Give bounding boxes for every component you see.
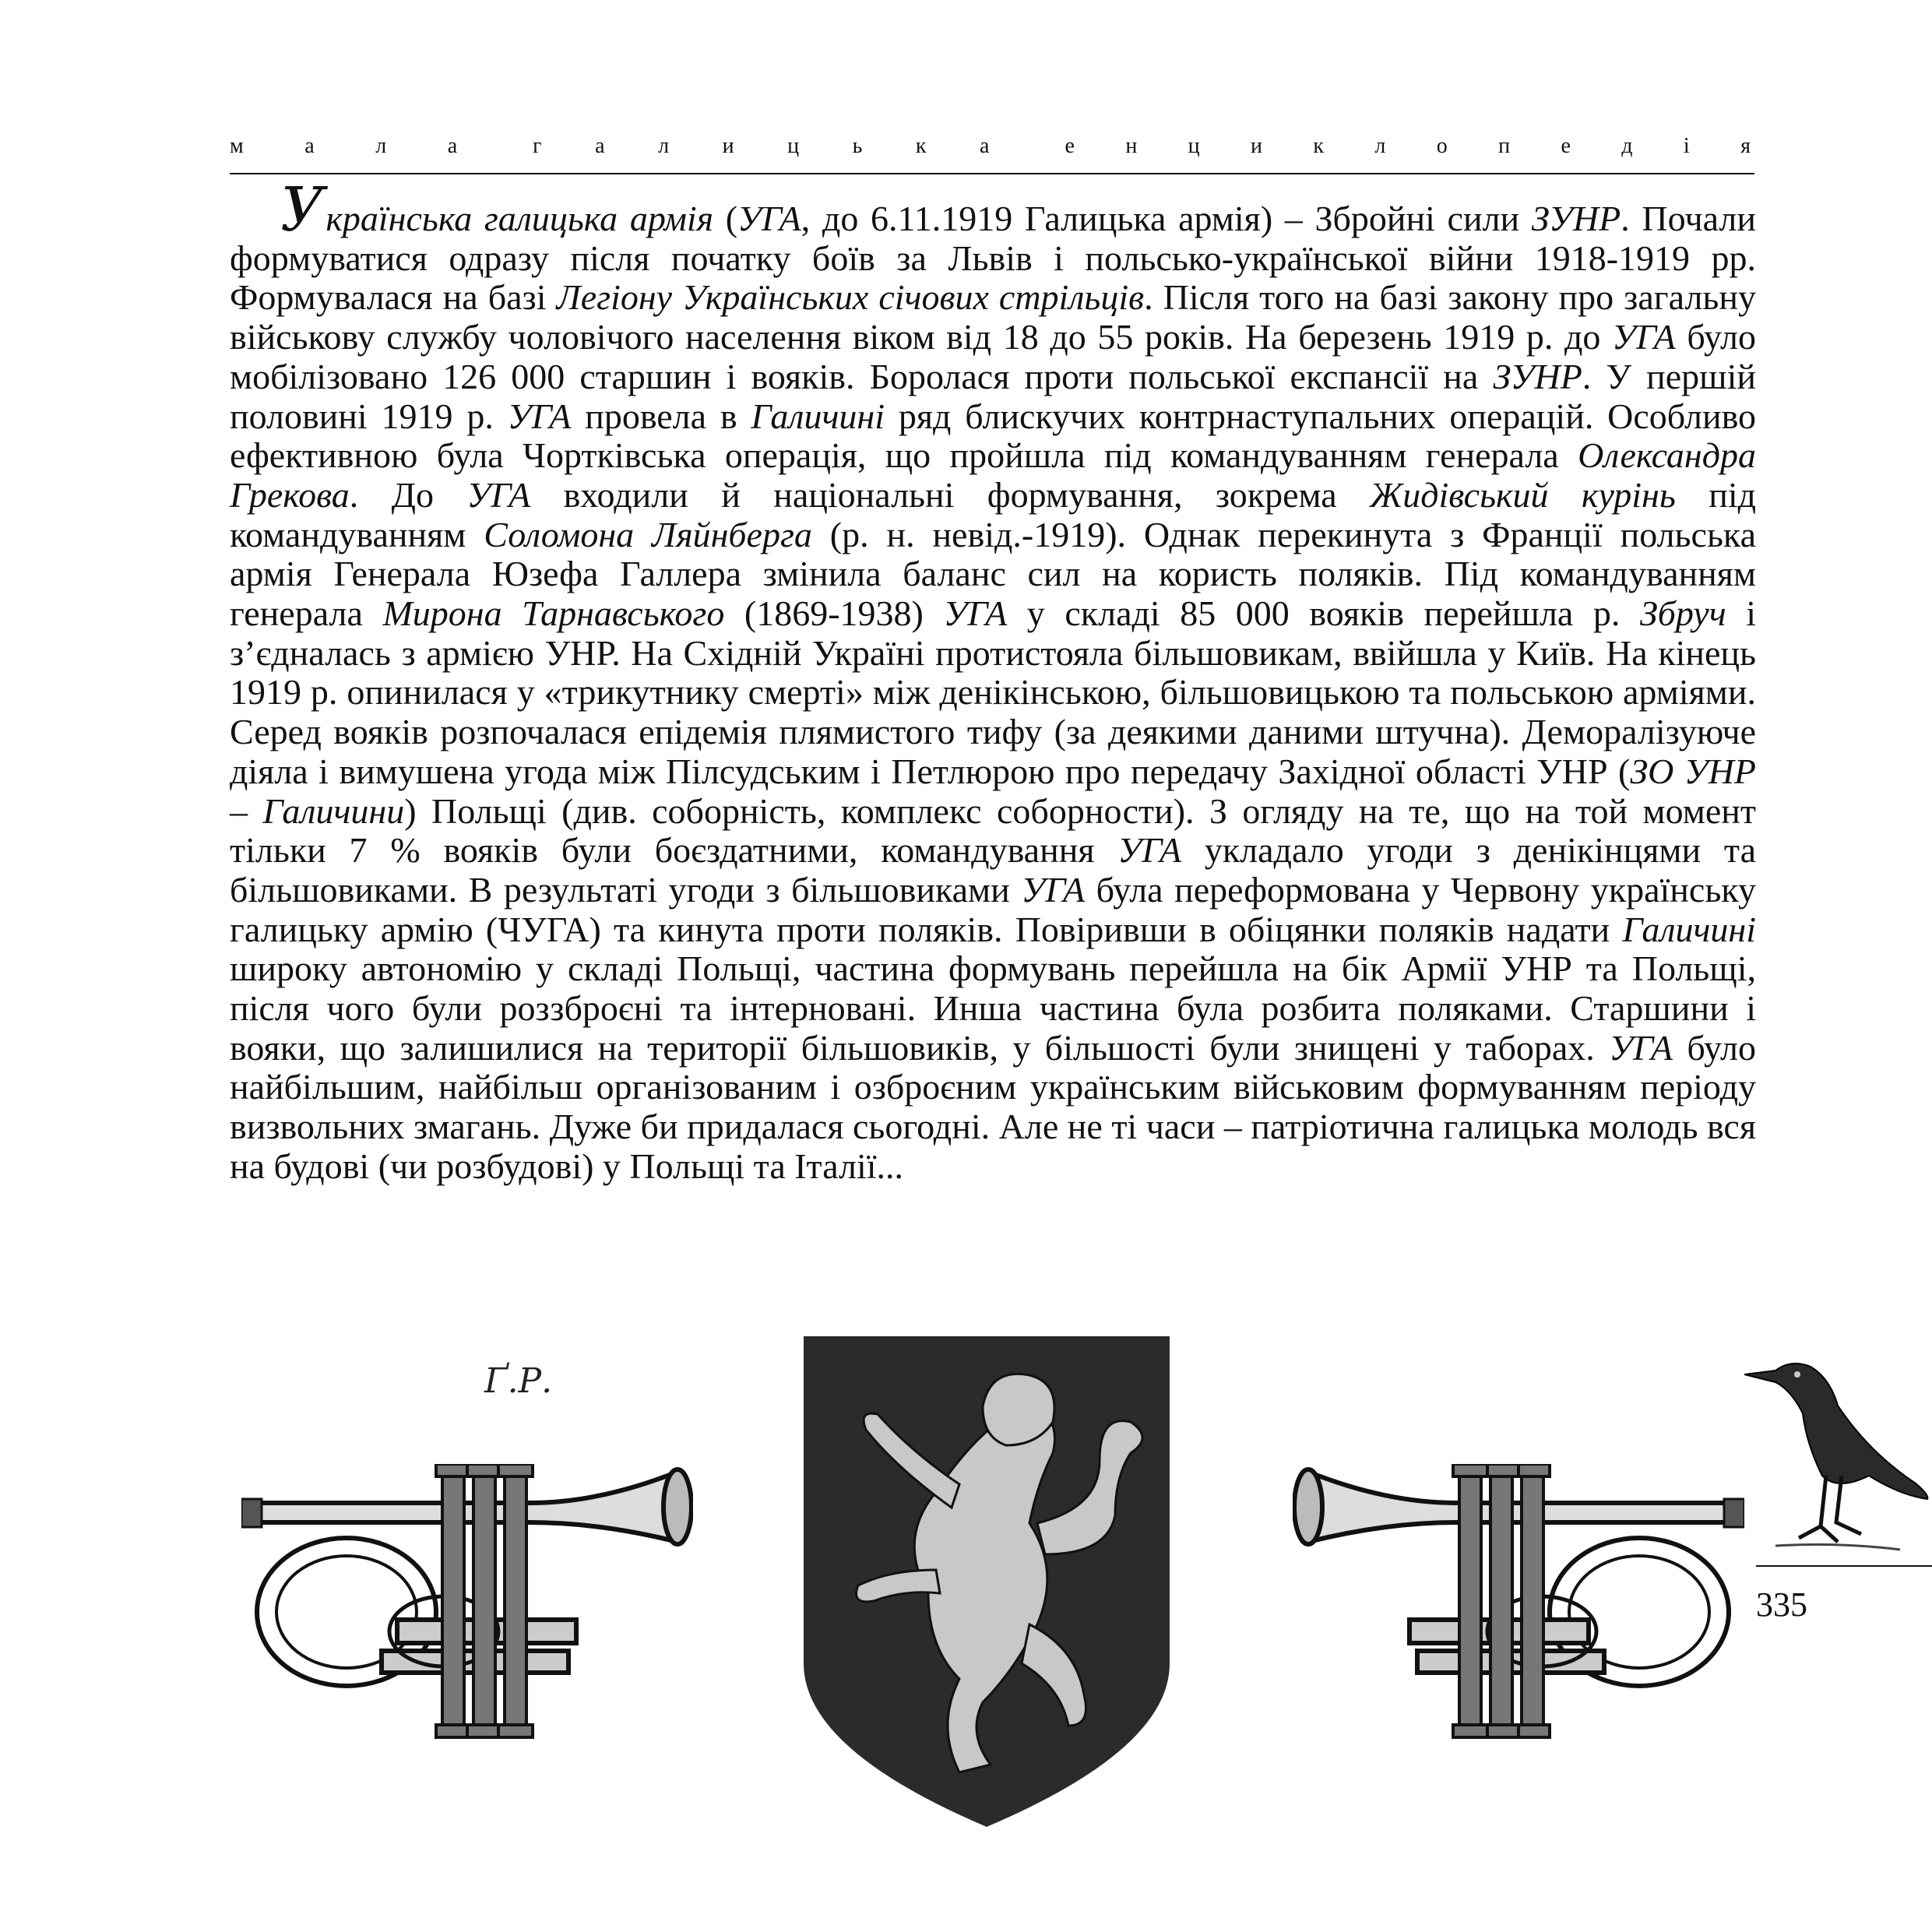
text-run: провела в	[571, 396, 751, 436]
page-number-rule	[1756, 1565, 1932, 1567]
text-run: укладало угоди з денікінцями та більшовиками. В результаті угоди з більшовиками	[230, 830, 1756, 910]
emphasized-term: УГА	[737, 199, 801, 238]
text-run: . У першій половині 1919 р.	[230, 356, 1757, 436]
page-number: 335	[1756, 1585, 1807, 1624]
emphasized-term: Легіону Українських січових стрільців	[556, 277, 1145, 318]
text-run: , до 6.11.1919 Галицька армія) – Збройні сили	[801, 199, 1532, 238]
text-run: . Почали формуватися одразу після початку боїв за Львів і польсько-української війни 1918-1919 рр. Формувалася на базі	[230, 199, 1756, 318]
text-run: . Після того на базі закону про загальну військову службу чоловічого населення віком від 18 до 55 років. На березень 1919 р. до	[230, 277, 1757, 357]
header-word: е н ц и к л о п е д і я	[1065, 134, 1752, 158]
emphasized-term: країнська галицька армія	[326, 199, 714, 238]
article-text	[230, 175, 1757, 1187]
emphasized-term: Галичині	[751, 396, 885, 436]
emphasized-term: УГА	[507, 396, 572, 436]
emphasized-term: Соломона Ляйнберга	[484, 514, 812, 554]
emphasized-term: Збруч	[1639, 593, 1726, 634]
text-run: (1869-1938)	[724, 593, 944, 634]
text-run: (	[713, 199, 738, 238]
cornet-left-icon	[241, 1464, 693, 1764]
text-run: входили й національні формування, зокрема	[530, 474, 1371, 515]
running-header	[230, 134, 1752, 159]
coat-of-arms-icon	[804, 1336, 1170, 1831]
emphasized-term: УГА	[466, 474, 531, 515]
emphasized-term: УГА	[1609, 1027, 1673, 1068]
text-run: було мобілізовано 126 000 старшин і вояків. Боролася проти польської експансії на	[230, 317, 1756, 396]
emphasized-term: ЗО УНР – Галичини	[230, 751, 1757, 831]
text-run: . До	[349, 474, 467, 515]
header-word: г а л и ц ь к а	[533, 134, 991, 158]
text-run: під командуванням	[230, 474, 1757, 554]
emphasized-term: ЗУНР	[1493, 356, 1582, 396]
text-run: (р. н. невід.-1919). Однак перекинута з Франції польська армія Генерала Юзефа Галлера змінила баланс сил на користь поляків. Під командуванням генерала	[230, 514, 1757, 634]
emphasized-term: УГА	[1117, 830, 1182, 871]
header-rule	[230, 173, 1754, 174]
text-run: ряд блискучих контрнаступальних операцій. Особливо ефективною була Чортківська операція, що пройшла під командуванням генерала	[230, 396, 1756, 476]
emphasized-term: УГА	[1021, 869, 1086, 910]
emphasized-term: ЗУНР	[1531, 199, 1621, 238]
cornet-right-icon	[1293, 1464, 1744, 1764]
text-run: у складі 85 000 вояків перейшла р.	[1007, 593, 1640, 634]
text-run: ) Польщі (див. соборність, комплекс соборности). З огляду на те, що на той момент тільки 7 % вояків були боєздатними, командування	[230, 790, 1757, 871]
emphasized-term: Мирона Тарнавського	[382, 593, 725, 634]
text-run: було найбільшим, найбільш організованим і озброєним українським військовим формуванням періоду визвольних змагань. Дуже би придалася сьогодні. Але не ті часи – патріотична галицька молодь вся на будові (чи розбудові) у Польщі та Італії...	[230, 1027, 1756, 1186]
text-run: була переформована у Червону українську галицьку армію (ЧУГА) та кинута проти поляків. Повіривши в обіцянки поляків надати	[230, 869, 1757, 949]
text-run: широку автономію у складі Польщі, частина формувань перейшла на бік Армії УНР та Польщі, після чого були роззброєні та інтерновані. Инша частина була розбита поляками. Старшини і вояки, що залишилися на території більшовиків, у більшості були знищені у таборах.	[230, 948, 1756, 1068]
emphasized-term: Жидівський курінь	[1370, 474, 1676, 515]
emphasized-term: Олександра Грекова	[230, 435, 1756, 515]
emphasized-term: УГА	[943, 593, 1008, 634]
header-word: м а л а	[230, 134, 459, 158]
emphasized-term: УГА	[1612, 317, 1676, 357]
crow-icon	[1744, 1359, 1932, 1573]
text-run: і з’єдналась з армією УНР. На Східній Україні протистояла більшовикам, ввійшла у Київ. На кінець 1919 р. опинилася у «трикутнику смерті» між денікінською, більшовицькою та польською арміями. Серед вояків розпочалася епідемія плямистого тифу (за деякими даними штучна). Деморалізуюче діяла і вимушена угода між Пілсудським і Петлюрою про передачу Західної області УНР (	[230, 593, 1756, 791]
emphasized-term: Галичині	[1622, 909, 1756, 949]
author-initials: Ґ.Р.	[484, 1361, 553, 1401]
drop-cap: У	[280, 175, 325, 245]
